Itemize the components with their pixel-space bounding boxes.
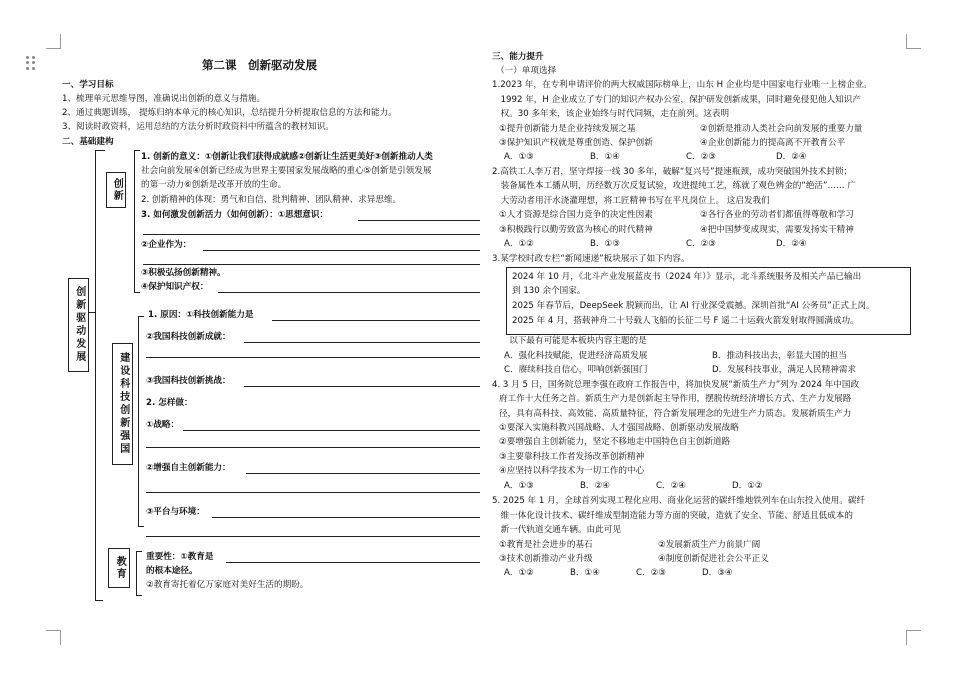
tech-how: 2. 怎样做： <box>146 398 193 408</box>
q3-option-b[interactable]: B．推动科技出去，彰显大国的担当 <box>712 351 847 361</box>
section-heading-structure: 二、基础建构 <box>62 137 114 147</box>
blank-line[interactable] <box>218 292 480 293</box>
q5-stem: 维一体化设计技术、碳纤维成型制造能力等方面的突破，造就了安全、节能、舒适且低成本的 <box>492 511 853 521</box>
q4-statement: ②要增强自主创新能力，坚定不移地走中国特色自主创新道路 <box>499 437 731 447</box>
q1-option-d[interactable]: D．②④ <box>776 152 807 162</box>
q5-stem: 新一代轨道交通车辆。由此可见 <box>492 525 621 535</box>
crop-mark-top-left <box>46 34 61 49</box>
q1-stem: 1992 年，H 企业成立了专门的知识产权办公室，保护研发创新成果，同时避免侵犯他人知识产 <box>492 95 861 105</box>
q2-option-b[interactable]: B．①③ <box>590 239 620 249</box>
news-line: 到 130 余个国家。 <box>512 286 586 296</box>
q5-option-c[interactable]: C．②③ <box>636 568 667 578</box>
blank-line[interactable] <box>143 234 480 235</box>
q5-statement: ②发展新质生产力前景广阔 <box>658 540 761 550</box>
blank-line[interactable] <box>146 357 480 358</box>
entrepreneur-label: ②企业作为： <box>141 240 192 250</box>
blank-line[interactable] <box>143 264 480 265</box>
innovation-spirit: 2. 创新精神的体现：勇气和自信、批判精神、团队精神、求异思维。 <box>141 195 402 205</box>
q3-intro: 3.某学校时政专栏“新闻速递”板块展示了如下内容。 <box>492 254 690 264</box>
q2-stem: 装备属性本工播从明，历经数万次反复试验，攻进提纯工艺，练就了观色辨金的“绝活”…… 广 <box>492 181 856 191</box>
q4-stem: 4. 3 月 5 日，国务院总理李强在政府工作报告中，将加快发展“新质生产力”列为 2024 年中国政 <box>492 380 860 390</box>
section-heading-ability: 三、能力提升 <box>492 52 544 62</box>
innovation-meaning: 1. 创新的意义：①创新让我们获得成就感②创新让生活更美好③创新推动人类 <box>141 152 433 162</box>
tech-strengthen: ②增强自主创新能力： <box>146 463 231 473</box>
education-path: 的根本途径。 <box>146 566 198 576</box>
q1-statement: ①提升创新能力是企业持续发展之基 <box>499 124 636 134</box>
blank-line[interactable] <box>212 517 480 518</box>
blank-line[interactable] <box>358 220 480 221</box>
q3-option-c[interactable]: C．赓续科技自信心，叩响创新强国门 <box>504 365 648 375</box>
section-heading-goals: 一、学习目标 <box>62 80 114 90</box>
q2-stem: 大劳动者用汗水浇灌理想，将工匠精神书写在平凡岗位上。 这启发我们 <box>492 196 770 206</box>
goal-item: 1、梳理单元思维导图，准确说出创新的意义与措施。 <box>62 94 266 104</box>
blank-line[interactable] <box>244 386 480 387</box>
q4-stem: 径，具有高科技、高效能、高质量特征，符合新发展理念的先进生产力质态。发展新质生产力 <box>499 409 852 419</box>
news-line: 2025 年春节后，DeepSeek 脱颖而出，让 AI 行业深受震撼。深圳首批“AI 公务员”正式上岗。 <box>512 301 875 311</box>
blank-line[interactable] <box>146 447 480 448</box>
q4-option-b[interactable]: B．②④ <box>580 481 610 491</box>
crop-mark-bottom-right <box>906 630 921 645</box>
q5-option-b[interactable]: B．①④ <box>570 568 600 578</box>
q4-statement: ③主要靠科技工作者发扬改革创新精神 <box>499 452 645 462</box>
root-label-box <box>68 278 89 372</box>
q2-statement: ③积极践行以勤劳致富为核心的时代精神 <box>499 225 653 235</box>
q1-stem: 1.2023 年，在专利申请评价的两大权威国际榜单上，山东 H 企业均是中国家电行业唯一上榜企业。 <box>492 80 872 90</box>
blank-line[interactable] <box>146 492 480 493</box>
lesson-title: 第二课 创新驱动发展 <box>202 58 317 72</box>
tech-strategy: ①战略： <box>146 420 180 430</box>
ip-label: ④保护知识产权： <box>141 282 209 292</box>
education-hope: ②教育寄托着亿万家庭对美好生活的期盼。 <box>146 580 309 590</box>
q2-option-c[interactable]: C．②③ <box>686 239 717 249</box>
tech-platform: ③平台与环境： <box>146 507 205 517</box>
blank-line[interactable] <box>226 562 480 563</box>
innovation-label-box <box>106 172 126 208</box>
drag-handle-icon[interactable] <box>26 56 36 70</box>
blank-line[interactable] <box>246 473 480 474</box>
bracket-root <box>95 150 96 600</box>
goal-item: 2、通过典题训练， 提炼归纳本单元的核心知识，总结提升分析提取信息的方法和能力。 <box>62 108 397 118</box>
blank-line[interactable] <box>244 342 480 343</box>
innovation-meaning-cont: 的第一动力⑥创新是改革开放的生命。 <box>141 180 287 190</box>
q5-stem: 5. 2025 年 1 月，全球首列实现工程化应用、商业化运营的碳纤维地铁列车在山东投入使用。碳纤 <box>492 496 866 506</box>
tech-achievements: ②我国科技创新成就： <box>146 332 231 342</box>
innovation-meaning-cont: 社会向前发展④创新已经成为世界主要国家发展战略的重心⑤创新是引领发展 <box>141 166 432 176</box>
innovation-how: 3. 如何激发创新活力（如何创新）：①思想意识： <box>141 210 329 220</box>
q2-statement: ②各行各业的劳动者们都值得尊敬和学习 <box>700 210 854 220</box>
root-label: 创新驱动发展 <box>73 286 85 364</box>
q3-option-d[interactable]: D．发展科技事业，满足人民精神需求 <box>712 365 857 375</box>
education-importance: 重要性：①教育是 <box>146 552 214 562</box>
q1-option-a[interactable]: A．①③ <box>504 152 534 162</box>
q5-statement: ③技术创新推动产业升级 <box>499 554 593 564</box>
q2-statement: ①人才资源是综合国力竞争的决定性因素 <box>499 210 653 220</box>
q5-statement: ①教育是社会进步的基石 <box>499 540 593 550</box>
news-line: 2024 年 10 月，《北斗产业发展蓝皮书（2024 年）》显示，北斗系统服务及相关产品已输出 <box>512 272 862 282</box>
blank-line[interactable] <box>272 320 480 321</box>
goal-item: 3、阅读时政资料，运用总结的方法分析时政资料中所蕴含的教材知识。 <box>62 122 334 132</box>
q5-statement: ④制度创新促进社会公平正义 <box>658 554 769 564</box>
q3-option-a[interactable]: A．强化科技赋能，促进经济高质发展 <box>504 351 648 361</box>
q1-option-b[interactable]: B．①④ <box>590 152 620 162</box>
q4-option-d[interactable]: D．①② <box>732 481 763 491</box>
spirit-label: ③积极弘扬创新精神。 <box>141 268 226 278</box>
q2-statement: ④把中国梦变成现实，需要发扬实干精神 <box>700 225 854 235</box>
subheading-single-choice: （一）单项选择 <box>496 66 557 76</box>
blank-line[interactable] <box>203 250 480 251</box>
q2-stem: 2.高铁工人李万君，坚守焊接一线 30 多年，破解“复兴号”提速瓶颈，成功突破国外技术封锁； <box>492 167 853 177</box>
q1-statement: ②创新是推动人类社会向前发展的重要力量 <box>700 124 863 134</box>
q4-stem: 府工作十大任务之首。新质生产力是创新起主导作用，摆脱传统经济增长方式、生产力发展路 <box>499 394 852 404</box>
tech-reason: 1. 原因：①科技创新能力是 <box>148 310 254 320</box>
q5-option-a[interactable]: A．①② <box>504 568 534 578</box>
blank-line[interactable] <box>146 536 480 537</box>
crop-mark-top-right <box>906 34 921 49</box>
q2-option-d[interactable]: D．②④ <box>776 239 807 249</box>
q4-statement: ①要深入实施科教兴国战略、人才强国战略、创新驱动发展战略 <box>499 423 739 433</box>
crop-mark-bottom-left <box>46 630 61 645</box>
q4-option-a[interactable]: A．①③ <box>504 481 534 491</box>
q1-option-c[interactable]: C．②③ <box>686 152 717 162</box>
education-label-box <box>108 548 130 588</box>
q4-option-c[interactable]: C．②④ <box>656 481 687 491</box>
q1-stem: 权。30 多年来，该企业始终与时代同频，走在前列。这表明 <box>492 109 730 119</box>
q4-statement: ④应坚持以科学技术为一切工作的中心 <box>499 466 645 476</box>
tech-challenges: ③我国科技创新挑战： <box>146 376 231 386</box>
news-line: 2025 年 4 月，搭载神舟二十号载人飞船的长征二号 F 遥二十运载火箭发射取得圆满成功。 <box>512 316 859 326</box>
q3-question: 以下最有可能是本板块内容主题的是 <box>492 336 647 346</box>
q1-statement: ④企业创新能力的提高离不开教育公平 <box>700 138 846 148</box>
q2-option-a[interactable]: A．①② <box>504 239 534 249</box>
education-label: 教育 <box>114 556 126 580</box>
innovation-label: 创新 <box>111 178 123 202</box>
tech-label-box <box>112 343 133 465</box>
q5-option-d[interactable]: D．③④ <box>702 568 733 578</box>
tech-label: 建设科技创新强国 <box>117 352 129 456</box>
blank-line[interactable] <box>183 430 480 431</box>
q1-statement: ③保护知识产权就是尊重创造、保护创新 <box>499 138 653 148</box>
